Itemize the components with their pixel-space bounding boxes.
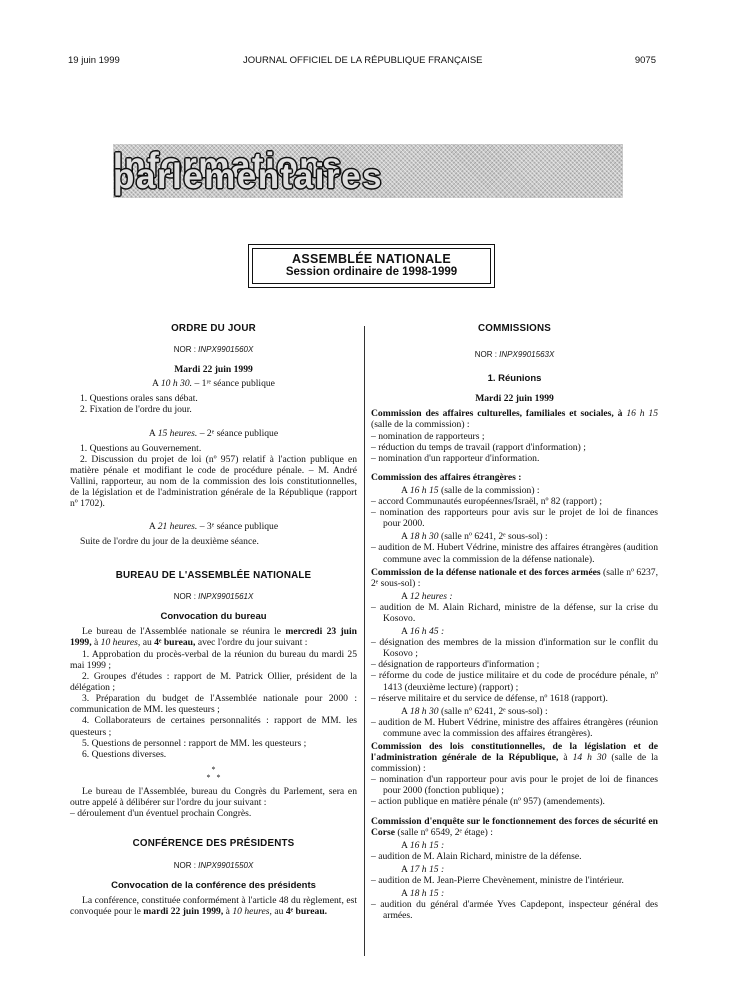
nor-label: NOR :	[173, 861, 196, 871]
meeting-room: (salle nº 6549, 2ᵉ étage) :	[397, 826, 493, 838]
agenda-item: – accord Communautés européennes/Israël, nº 82 (rapport) ;	[371, 496, 603, 508]
seance-label: – 3ᵉ séance publique	[199, 521, 279, 533]
text-run: à	[94, 636, 99, 648]
meeting-slot	[371, 864, 658, 875]
meeting-slot	[371, 706, 658, 717]
agenda-item: – audition de M. Alain Richard, ministre de la défense.	[371, 850, 582, 862]
column-divider	[364, 326, 365, 956]
meeting-time: 16 h 15	[409, 484, 439, 496]
bureau-intro	[70, 626, 357, 648]
assembly-session: Session ordinaire de 1998-1999	[285, 266, 458, 279]
agenda-item: – nomination d'un rapporteur pour avis pour le projet de loi de finances pour 2000 (fonction publique) ;	[371, 774, 658, 797]
bureau-item: 2. Groupes d'études : rapport de M. Patrick Ollier, président de la délégation ;	[70, 671, 357, 694]
nor-code: INPX9901561X	[198, 591, 254, 601]
text-run-bold: mardi 22 juin 1999,	[143, 906, 224, 918]
meeting-room: (salle de la commission) :	[371, 419, 470, 431]
meeting-room: (salle nº 6241, 2ᵉ sous-sol) :	[441, 531, 548, 543]
meeting-time: 17 h 15 :	[409, 863, 445, 875]
assembly-title: ASSEMBLÉE NATIONALE	[292, 252, 451, 266]
agenda-item: – désignation de rapporteurs d'information ;	[371, 659, 540, 671]
seance-prefix: A	[152, 378, 159, 390]
ordre-du-jour-title: ORDRE DU JOUR	[171, 323, 256, 334]
meeting-time: 18 h 30	[409, 705, 439, 717]
banner-title: Informations parlementaires	[113, 145, 384, 196]
meeting-time: 14 h 30	[572, 752, 607, 764]
seance-3-text: Suite de l'ordre du jour de la deuxième séance.	[80, 536, 259, 548]
conference-nor	[70, 860, 357, 871]
reunions-heading: 1. Réunions	[487, 373, 542, 385]
seance-label: – 2ᵉ séance publique	[199, 427, 279, 439]
agenda-item: – réforme du code de justice militaire et du code de procédure pénale, nº 1413 (deuxième lecture) (rapport) ;	[371, 670, 658, 693]
commission-lois	[371, 741, 658, 774]
commission-affaires-culturelles	[371, 408, 658, 430]
agenda-item: – audition de M. Hubert Védrine, ministre des affaires étrangères (réunion commune avec la commission des affaires étrangères).	[371, 716, 658, 739]
meeting-time: 16 h 45 :	[409, 626, 445, 638]
header-journal-title: JOURNAL OFFICIEL DE LA RÉPUBLIQUE FRANÇAISE	[243, 55, 483, 66]
text-run: à	[225, 906, 230, 918]
agenda-item: – audition du général d'armée Yves Capdepont, inspecteur général des armées.	[371, 899, 658, 922]
commissions-nor	[371, 349, 658, 360]
meeting-slot	[371, 626, 658, 637]
conference-title: CONFÉRENCE DES PRÉSIDENTS	[132, 838, 295, 850]
congres-item: – déroulement d'un éventuel prochain Congrès.	[70, 808, 252, 819]
meeting-room: (salle nº 6237, 2ᵉ sous-sol) :	[371, 566, 658, 589]
meeting-room: (salle de la commission) :	[371, 752, 659, 775]
seance-2-heading	[70, 428, 357, 439]
meeting-slot	[371, 485, 658, 496]
seance-1-heading	[70, 378, 357, 389]
conference-subhead: Convocation de la conférence des présidents	[111, 880, 316, 892]
agenda-item: – nomination des rapporteurs pour avis sur le projet de loi de finances pour 2000.	[371, 507, 658, 530]
commission-name: Commission des lois constitutionnelles, de la législation et de l'administration générale de la République,	[371, 741, 658, 764]
seance-2-item: 1. Questions au Gouvernement.	[80, 442, 202, 454]
text-run: La conférence, constituée conformément à l'article 48 du règlement, est convoquée pour le	[70, 895, 357, 918]
asterism-top: *	[211, 764, 216, 774]
bureau-subhead: Convocation du bureau	[160, 610, 267, 622]
nor-code: INPX9901550X	[198, 861, 254, 871]
agenda-item: – réduction du temps de travail (rapport d'information) ;	[371, 441, 586, 453]
commission-name: Commission d'enquête sur le fonctionnement des forces de sécurité en Corse	[371, 815, 658, 838]
seance-time: 21 heures.	[157, 521, 198, 533]
time-prefix: A	[401, 839, 408, 851]
congres-text: Le bureau de l'Assemblée, bureau du Congrès du Parlement, sera en outre appelé à délibérer sur l'ordre du jour suivant :	[70, 785, 357, 808]
commission-defense	[371, 567, 658, 589]
time-prefix: A	[401, 531, 408, 543]
meeting-room: (salle nº 6241, 2ᵉ sous-sol) :	[441, 705, 548, 717]
ordre-date: Mardi 22 juin 1999	[174, 364, 253, 376]
nor-label: NOR :	[173, 591, 196, 601]
bureau-item: 4. Collaborateurs de certaines personnalités : rapport de MM. les questeurs ;	[70, 715, 357, 738]
meeting-time: 16 h 15 :	[409, 839, 445, 851]
seance-time: 15 heures.	[157, 427, 198, 439]
header-date: 19 juin 1999	[68, 55, 120, 66]
seance-3-heading	[70, 521, 357, 532]
agenda-item: – nomination d'un rapporteur d'information.	[371, 452, 540, 464]
text-run-italic: 10 heures,	[232, 906, 272, 918]
text-run-italic: 10 heures,	[100, 636, 141, 648]
nor-code: INPX9901563X	[499, 350, 555, 360]
agenda-item: – audition de M. Hubert Védrine, ministre des affaires étrangères (audition commune avec la commission de la défense nationale).	[371, 542, 658, 565]
seance-label: – 1ʳᵉ séance publique	[194, 378, 275, 390]
conference-text	[70, 895, 357, 917]
time-prefix: A	[401, 863, 408, 875]
meeting-slot	[371, 840, 658, 851]
text-run-bold: 4ᵉ bureau.	[285, 906, 328, 918]
bureau-nor	[70, 591, 357, 602]
agenda-item: – nomination de rapporteurs ;	[371, 430, 485, 442]
ordre-nor	[70, 344, 357, 355]
section-banner	[113, 144, 623, 198]
time-prefix: A	[401, 705, 408, 717]
commission-affaires-etrangeres: Commission des affaires étrangères :	[371, 471, 522, 483]
seance-prefix: A	[148, 427, 156, 439]
page-header	[68, 55, 656, 69]
agenda-item: – audition de M. Alain Richard, ministre de la défense, sur la crise du Kosovo.	[371, 601, 658, 624]
agenda-item: – réserve militaire et du service de défense, nº 1618 (rapport).	[371, 692, 608, 704]
text-run: au	[274, 906, 284, 918]
commission-name: Commission des affaires culturelles, familiales et sociales,	[371, 408, 614, 420]
seance-2-item: 2. Discussion du projet de loi (nº 957) relatif à l'action publique en matière pénale et modifiant le code de procédure pénale. – M. André Vallini, rapporteur, au nom de la commission des lois constitutionnelles, de la législation et de l'administration générale de la République (rapport nº 1702).	[70, 453, 357, 510]
commission-enquete-corse	[371, 816, 658, 838]
meeting-time: 16 h 15	[626, 408, 659, 420]
bureau-item: 3. Préparation du budget de l'Assemblée nationale pour 2000 : communication de MM. les questeurs ;	[70, 693, 357, 716]
nor-label: NOR :	[474, 350, 497, 360]
agenda-item: – désignation des membres de la mission d'information sur le conflit du Kosovo ;	[371, 637, 658, 660]
text-run-bold: mercredi 23 juin 1999,	[70, 625, 358, 648]
agenda-item: – action publique en matière pénale (nº 957) (amendements).	[371, 796, 605, 808]
left-column	[70, 318, 357, 918]
nor-code: INPX9901560X	[198, 345, 254, 355]
text-run-bold: à	[617, 408, 623, 420]
meeting-slot	[371, 888, 658, 899]
agenda-item: – audition de M. Jean-Pierre Chevènement, ministre de l'intérieur.	[371, 875, 624, 887]
seance-1-item: 1. Questions orales sans débat.	[80, 393, 198, 405]
meeting-time: 18 h 30	[409, 531, 439, 543]
time-prefix: A	[401, 626, 408, 638]
seance-time: 10 h 30.	[160, 378, 193, 390]
commissions-title: COMMISSIONS	[478, 323, 551, 334]
nor-label: NOR :	[173, 345, 196, 355]
text-run: à	[563, 752, 568, 764]
text-run: au	[142, 636, 152, 648]
meeting-slot	[371, 591, 658, 602]
text-run: Le bureau de l'Assemblée nationale se réunira le	[82, 625, 282, 637]
assembly-box-inner	[252, 248, 491, 284]
text-run-bold: 4ᵉ bureau,	[154, 636, 196, 648]
bureau-item: 5. Questions de personnel : rapport de MM. les questeurs ;	[82, 737, 307, 749]
time-prefix: A	[401, 590, 408, 602]
header-page-number: 9075	[634, 55, 656, 66]
time-prefix: A	[401, 888, 408, 900]
assembly-box	[248, 244, 495, 288]
asterism-bottom: * *	[206, 772, 221, 782]
time-prefix: A	[401, 484, 408, 496]
right-column	[371, 318, 658, 921]
seance-prefix: A	[148, 521, 156, 533]
commission-name: Commission de la défense nationale et des forces armées	[371, 566, 601, 578]
text-run: avec l'ordre du jour suivant :	[197, 636, 308, 648]
bureau-title: BUREAU DE L'ASSEMBLÉE NATIONALE	[115, 570, 312, 582]
seance-1-item: 2. Fixation de l'ordre du jour.	[80, 404, 192, 416]
reunions-date: Mardi 22 juin 1999	[475, 393, 554, 405]
bureau-item: 1. Approbation du procès-verbal de la réunion du bureau du mardi 25 mai 1999 ;	[70, 648, 357, 671]
meeting-time: 18 h 15 :	[409, 888, 445, 900]
meeting-room: (salle de la commission) :	[441, 484, 540, 496]
meeting-time: 12 heures :	[409, 590, 453, 602]
meeting-slot	[371, 531, 658, 542]
bureau-item: 6. Questions diverses.	[82, 748, 167, 760]
